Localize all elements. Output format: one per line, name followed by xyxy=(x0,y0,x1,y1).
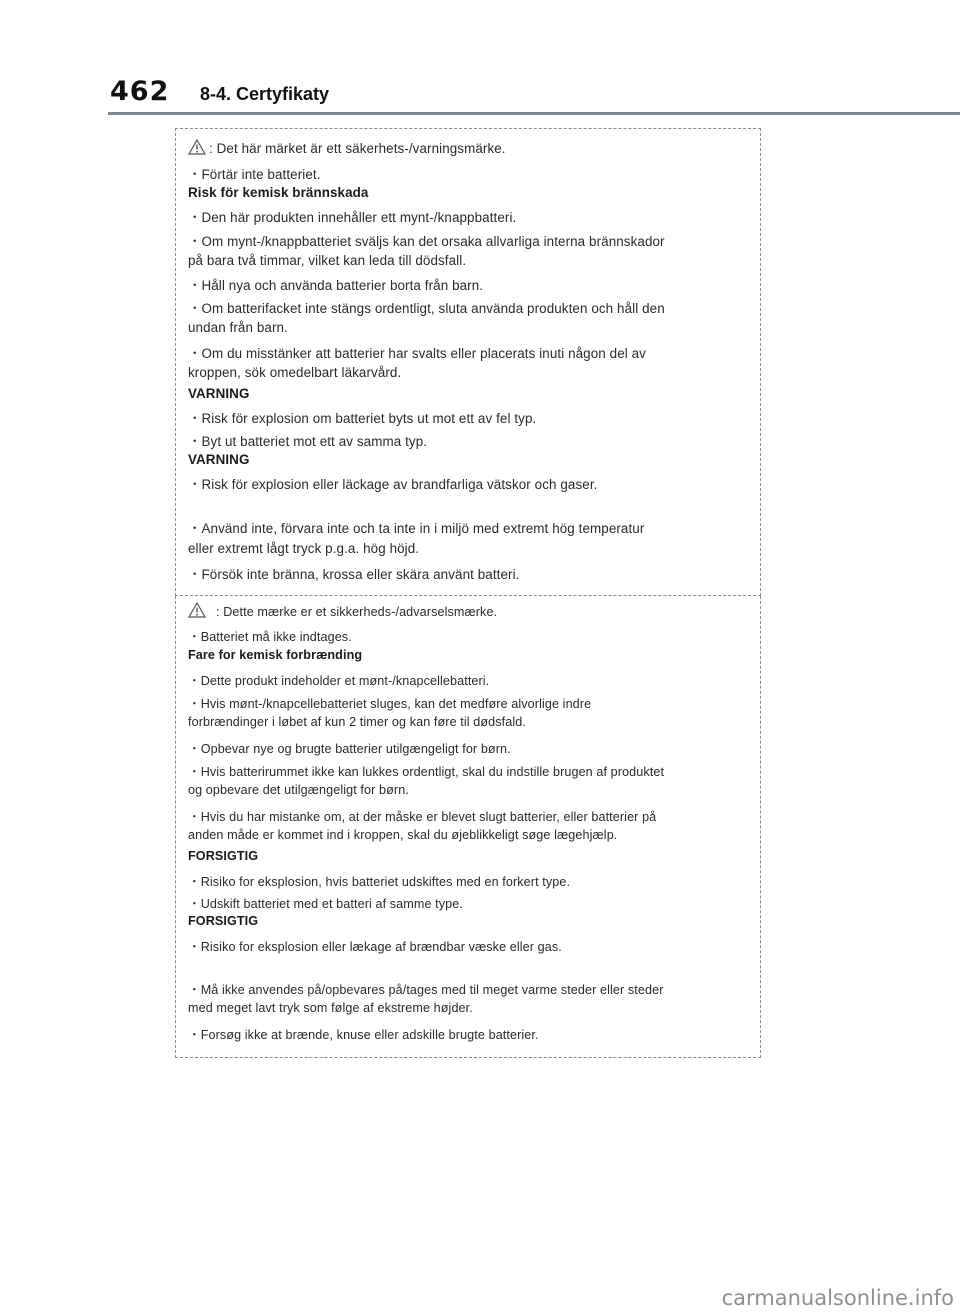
text-line: ・Förtär inte batteriet. xyxy=(188,167,321,182)
text-line: ・Risiko for eksplosion eller lækage af brændbar væske eller gas. xyxy=(188,940,562,954)
text-line: ・Opbevar nye og brugte batterier utilgængeligt for børn. xyxy=(188,742,511,756)
text-line: anden måde er kommet ind i kroppen, skal du øjeblikkeligt søge lægehjælp. xyxy=(188,828,618,842)
text-line: eller extremt lågt tryck p.g.a. hög höjd. xyxy=(188,541,420,556)
watermark-url: carmanualsonline.info xyxy=(721,1286,954,1310)
text-line: ・Hvis batterirummet ikke kan lukkes ordentligt, skal du indstille brugen af produktet xyxy=(188,765,665,779)
text-line: kroppen, sök omedelbart läkarvård. xyxy=(188,365,402,380)
text-line: med meget lavt tryk som følge af ekstreme højder. xyxy=(188,1001,473,1015)
text-line: ・Byt ut batteriet mot ett av samma typ. xyxy=(188,434,428,449)
text-line: på bara två timmar, vilket kan leda till dödsfall. xyxy=(188,253,467,268)
page-number: 462 xyxy=(110,76,170,107)
text-line: ・Om du misstänker att batterier har svalts eller placerats inuti någon del av xyxy=(188,346,646,361)
heading-line: FORSIGTIG xyxy=(188,914,259,928)
text-line: undan från barn. xyxy=(188,320,288,335)
danish-warning-label xyxy=(175,596,761,1058)
text-line: ・Batteriet må ikke indtages. xyxy=(188,630,352,644)
text-line: og opbevare det utilgængeligt for børn. xyxy=(188,783,409,797)
text-line: ・Om mynt-/knappbatteriet sväljs kan det orsaka allvarliga interna brännskador xyxy=(188,234,665,249)
text-line: ・Hvis mønt-/knapcellebatteriet sluges, kan det medføre alvorlige indre xyxy=(188,697,592,711)
heading-line: VARNING xyxy=(188,386,250,401)
text-line: ・Forsøg ikke at brænde, knuse eller adskille brugte batterier. xyxy=(188,1028,539,1042)
text-line: ・Udskift batteriet med et batteri af samme type. xyxy=(188,897,463,911)
heading-line: Fare for kemisk forbrænding xyxy=(188,648,363,662)
warning-triangle-icon xyxy=(188,139,206,158)
text-line: ・Använd inte, förvara inte och ta inte in i miljö med extremt hög temperatur xyxy=(188,521,645,536)
text-line: ・Risk för explosion om batteriet byts ut mot ett av fel typ. xyxy=(188,411,537,426)
text-line: ・Må ikke anvendes på/opbevares på/tages med til meget varme steder eller steder xyxy=(188,983,664,997)
warning-triangle-icon xyxy=(188,602,206,621)
text-line: ・Risk för explosion eller läckage av brandfarliga vätskor och gaser. xyxy=(188,477,598,492)
heading-line: Risk för kemisk brännskada xyxy=(188,185,369,200)
text-line: ・Den här produkten innehåller ett mynt-/knappbatteri. xyxy=(188,210,517,225)
safety-mark-line: : Det här märket är ett säkerhets-/varningsmärke. xyxy=(188,139,506,158)
safety-mark-line: : Dette mærke er et sikkerheds-/advarselsmærke. xyxy=(188,602,497,621)
heading-line: FORSIGTIG xyxy=(188,849,259,863)
text-line: ・Dette produkt indeholder et mønt-/knapcellebatteri. xyxy=(188,674,490,688)
header-rule xyxy=(108,112,960,115)
page-header xyxy=(0,0,960,116)
section-title: 8-4. Certyfikaty xyxy=(200,84,330,104)
text-line: ・Risiko for eksplosion, hvis batteriet udskiftes med en forkert type. xyxy=(188,875,571,889)
text-line: ・Försök inte bränna, krossa eller skära använt batteri. xyxy=(188,567,520,582)
text-line: ・Om batterifacket inte stängs ordentligt, sluta använda produkten och håll den xyxy=(188,301,665,316)
text-line: ・Hvis du har mistanke om, at der måske er blevet slugt batterier, eller batterier på xyxy=(188,810,657,824)
heading-line: VARNING xyxy=(188,452,250,467)
text-line: ・Håll nya och använda batterier borta från barn. xyxy=(188,278,484,293)
swedish-warning-label xyxy=(175,128,761,596)
text-line: forbrændinger i løbet af kun 2 timer og kan føre til dødsfald. xyxy=(188,715,526,729)
